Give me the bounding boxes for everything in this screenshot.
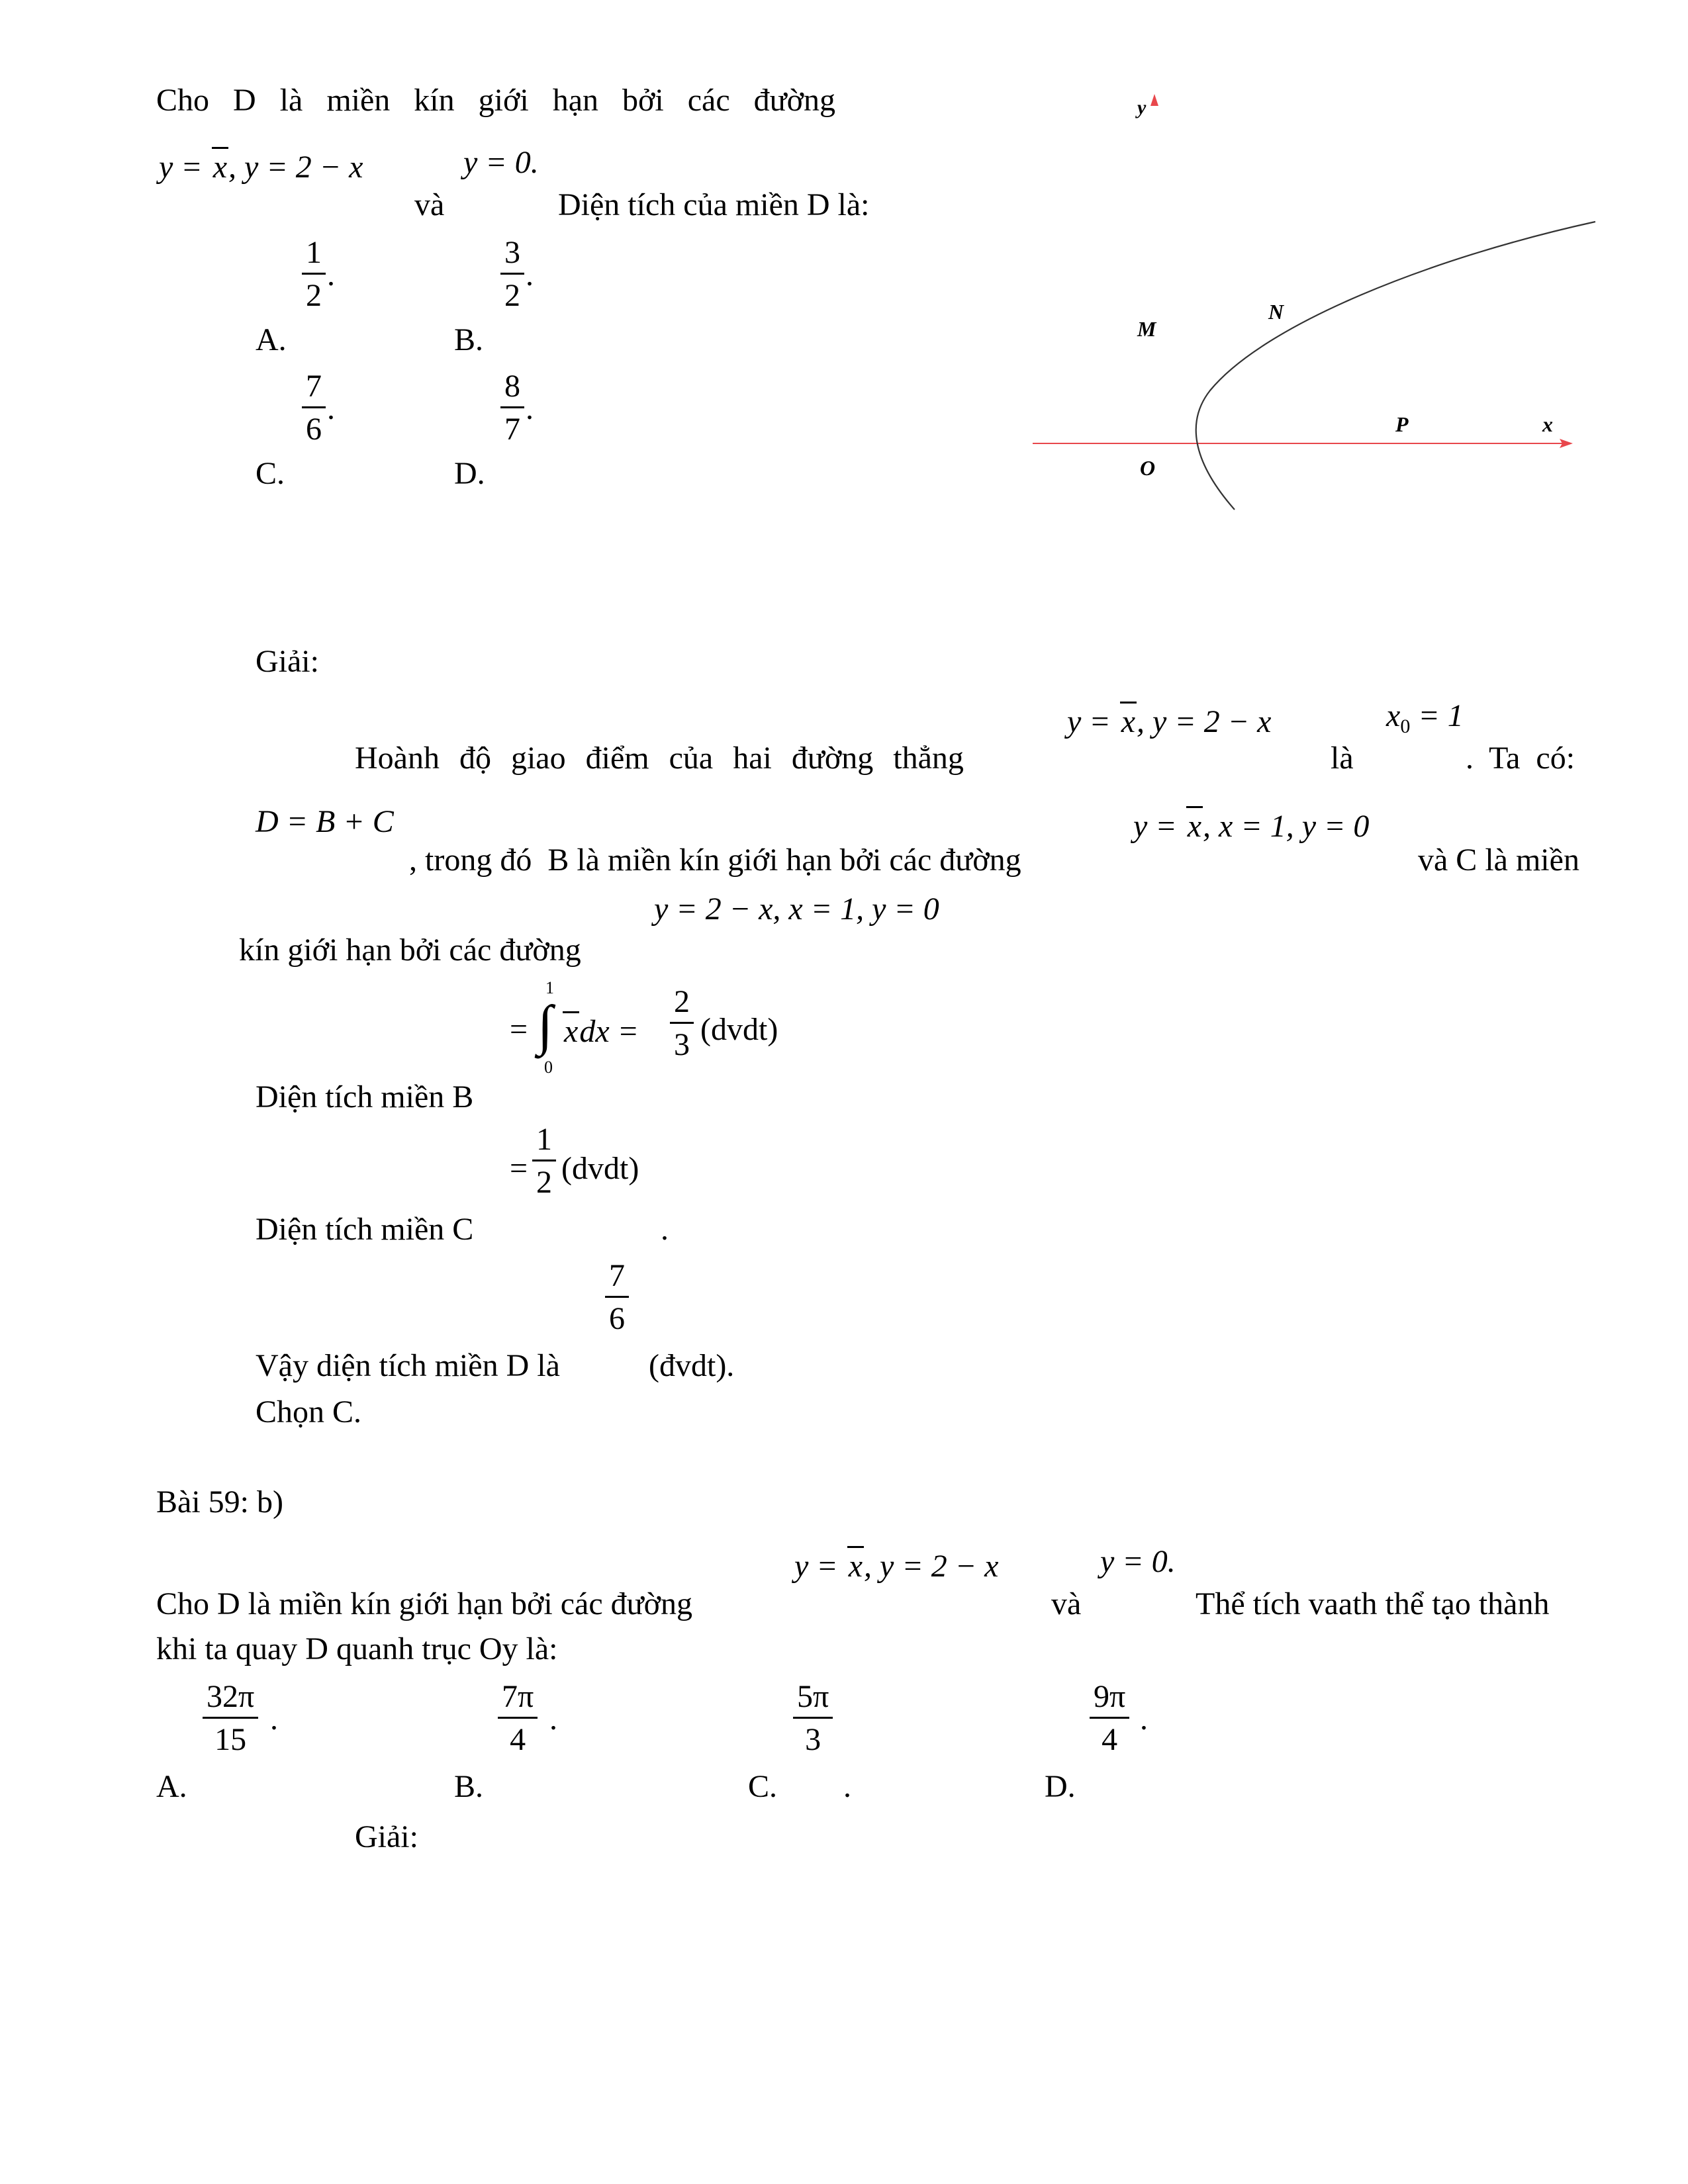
label-n: N (1268, 300, 1284, 324)
option-d-num: 8 (504, 369, 520, 404)
integral-unit: (dvdt) (700, 1012, 778, 1047)
problem59-eq-lines: y = x, y = 2 − x (794, 1546, 998, 1582)
p59-option-b-label: B. (454, 1769, 484, 1804)
solution58-line1-x0: $x_0 = 1$ (1386, 698, 1464, 737)
problem58-eq-lines: y = x, y = 2 − x (159, 147, 363, 183)
problem59-tail: Thể tích vaath thể tạo thành (1196, 1586, 1550, 1621)
integral-lower: 0 (544, 1058, 553, 1077)
final-unit: (đvdt). (649, 1348, 735, 1383)
option-c-den: 6 (306, 412, 322, 447)
integral-sign: ∫ (538, 995, 553, 1056)
y-axis-arrow (1150, 94, 1158, 106)
solution58-line1-eq: y = x, y = 2 − x (1067, 702, 1271, 738)
area-c-label: Diện tích miền C (256, 1212, 474, 1247)
option-d-fraction (500, 371, 524, 445)
integral-result: 2 3 (670, 986, 694, 1061)
option-b-num: 3 (504, 235, 520, 270)
area-c-dot: . (661, 1212, 669, 1247)
option-a-label: A. (256, 322, 287, 357)
p59-option-d-label: D. (1045, 1769, 1076, 1804)
problem59-intro: Cho D là miền kín giới hạn bởi các đường (156, 1586, 693, 1621)
option-d-den: 7 (504, 412, 520, 447)
solution58-line3-eq: y = 2 − x, x = 1, y = 0 (654, 891, 939, 927)
option-c-label: C. (256, 456, 285, 491)
solution58-line2-eq: y = x, x = 1, y = 0 (1133, 806, 1369, 842)
option-a-fraction (302, 237, 326, 312)
solution58-decomp: D = B + C (256, 804, 394, 839)
p59-option-b-fraction: 7π 4 (498, 1681, 538, 1756)
problem59-va: và (1051, 1586, 1082, 1621)
area-b-label: Diện tích miền B (256, 1079, 474, 1115)
p59-option-c-dot: . (843, 1769, 851, 1804)
p59-option-c-fraction: 5π 3 (793, 1681, 833, 1756)
p59-option-a-label: A. (156, 1769, 187, 1804)
solution58-line3: kín giới hạn bởi các đường (239, 933, 581, 968)
area-c-unit: (dvdt) (561, 1151, 639, 1186)
final-text: Vậy diện tích miền D là (256, 1348, 560, 1383)
integral-body: xdx = (561, 1011, 639, 1048)
choose-answer: Chọn C. (256, 1394, 362, 1430)
option-a-num: 1 (306, 235, 322, 270)
p59-option-a-fraction: 32π 15 (203, 1681, 258, 1756)
problem58-question: Diện tích của miền D là: (558, 187, 870, 222)
option-b-label: B. (454, 322, 484, 357)
option-c-fraction (302, 371, 326, 445)
solution58-line1: Hoành độ giao điểm của hai đường thẳng (355, 741, 964, 776)
problem58-eq-zero: y = 0. (463, 145, 539, 180)
option-d-label: D. (454, 456, 485, 491)
label-o: O (1140, 456, 1156, 480)
integral-upper: 1 (545, 978, 554, 997)
solution58-line2-end: và C là miền (1418, 842, 1579, 878)
problem58-va: và (414, 187, 445, 222)
problem59-line2: khi ta quay D quanh trục Oy là: (156, 1631, 558, 1666)
final-fraction: 7 6 (605, 1260, 629, 1335)
problem59-title: Bài 59: b) (156, 1484, 283, 1520)
solution58-line2: , trong đó B là miền kín giới hạn bởi các đường (409, 842, 1021, 878)
solution58-line1-end: . Ta có: (1466, 741, 1575, 776)
option-b-fraction (500, 237, 524, 312)
problem58-intro: Cho D là miền kín giới hạn bởi các đường (156, 83, 836, 118)
option-a-den: 2 (306, 278, 322, 313)
problem59-eq-zero: y = 0. (1100, 1544, 1176, 1579)
label-p: P (1395, 412, 1409, 436)
parabola-figure (1033, 86, 1602, 516)
parabola-curve (1196, 222, 1595, 510)
option-b-den: 2 (504, 278, 520, 313)
option-c-num: 7 (306, 369, 322, 404)
solution58-title: Giải: (256, 644, 319, 679)
problem59-solution-title: Giải: (355, 1819, 418, 1854)
area-c-fraction: 1 2 (532, 1124, 556, 1199)
label-y: y (1137, 97, 1147, 118)
label-x: x (1542, 412, 1553, 436)
p59-option-c-label: C. (748, 1769, 778, 1804)
solution58-line1-is: là (1331, 741, 1354, 776)
p59-option-d-fraction: 9π 4 (1090, 1681, 1129, 1756)
label-m: M (1137, 317, 1156, 341)
